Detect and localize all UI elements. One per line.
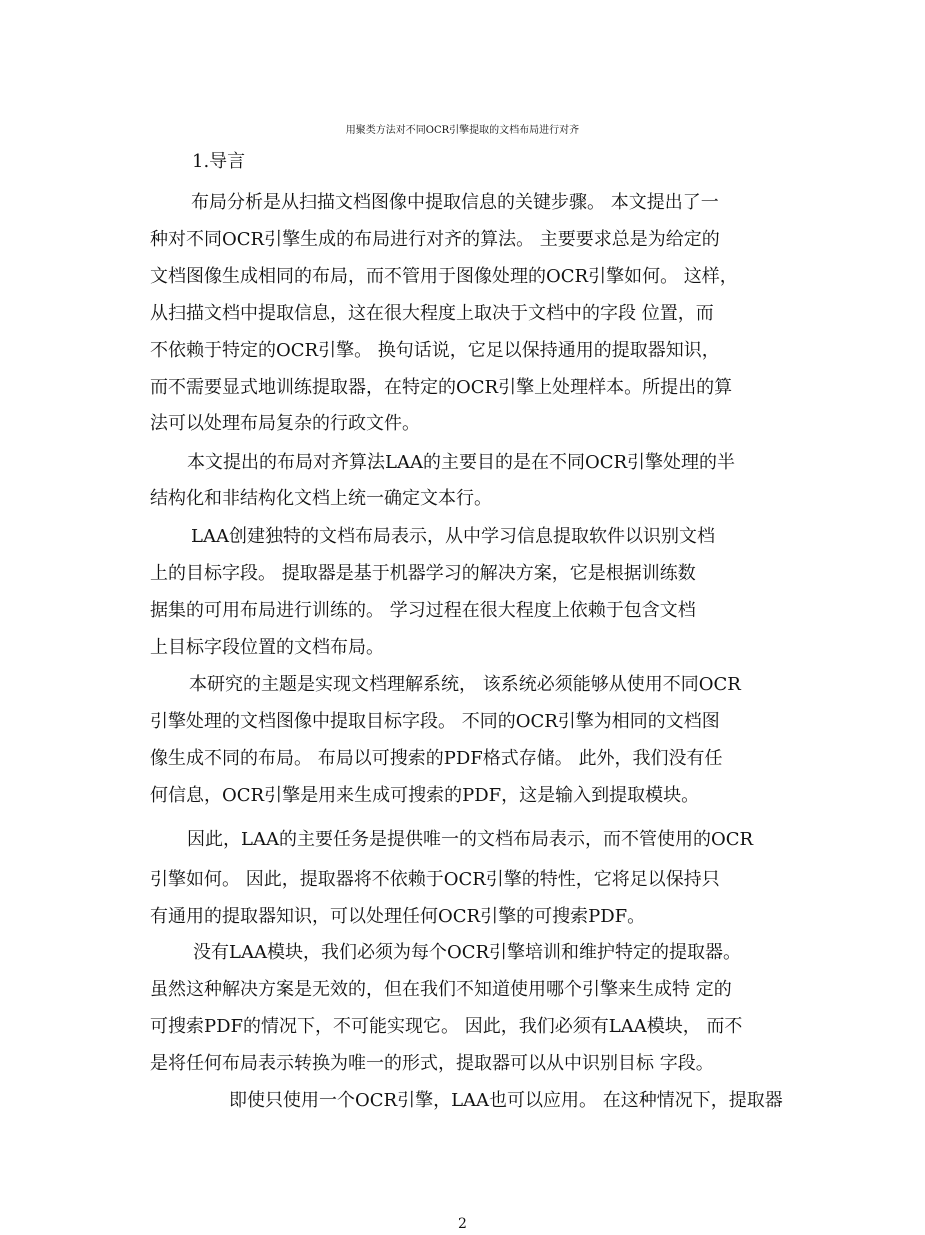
body-line: 因此，LAA的主要任务是提供唯一的文档布局表示，而不管使用的OCR	[187, 829, 754, 850]
body-line: 引擎如何。 因此，提取器将不依赖于OCR引擎的特性，它将足以保持只	[150, 869, 720, 890]
page-number: 2	[458, 1216, 467, 1232]
body-line: 文档图像生成相同的布局，而不管用于图像处理的OCR引擎如何。 这样，	[150, 266, 738, 287]
body-line: 而不需要显式地训练提取器，在特定的OCR引擎上处理样本。所提出的算	[150, 377, 733, 398]
body-line: 法可以处理布局复杂的行政文件。	[150, 413, 420, 434]
body-line: 上目标字段位置的文档布局。	[150, 637, 384, 658]
body-line: 是将任何布局表示转换为唯一的形式，提取器可以从中识别目标 字段。	[150, 1053, 714, 1074]
body-line: 有通用的提取器知识，可以处理任何OCR引擎的可搜索PDF。	[150, 906, 646, 927]
body-line: 据集的可用布局进行训练的。 学习过程在很大程度上依赖于包含文档	[150, 600, 696, 621]
body-line: 本研究的主题是实现文档理解系统， 该系统必须能够从使用不同OCR	[189, 674, 741, 695]
section-heading: 1.导言	[192, 151, 246, 172]
body-line: 布局分析是从扫描文档图像中提取信息的关键步骤。 本文提出了一	[191, 192, 719, 213]
body-line: 没有LAA模块，我们必须为每个OCR引擎培训和维护特定的提取器。	[193, 942, 742, 963]
body-line: 从扫描文档中提取信息，这在很大程度上取决于文档中的字段 位置，而	[150, 303, 714, 324]
body-line: 虽然这种解决方案是无效的，但在我们不知道使用哪个引擎来生成特 定的	[150, 979, 732, 1000]
body-line: 像生成不同的布局。 布局以可搜索的PDF格式存储。 此外，我们没有任	[150, 748, 723, 769]
document-title: 用聚类方法对不同OCR引擎提取的文档布局进行对齐	[345, 125, 580, 136]
body-line: 何信息，OCR引擎是用来生成可搜索的PDF，这是输入到提取模块。	[150, 785, 700, 806]
body-line: 结构化和非结构化文档上统一确定文本行。	[150, 488, 492, 509]
body-line: 上的目标字段。 提取器是基于机器学习的解决方案，它是根据训练数	[150, 563, 696, 584]
body-line: 即使只使用一个OCR引擎，LAA也可以应用。 在这种情况下，提取器	[229, 1090, 783, 1111]
body-line: 可搜索PDF的情况下，不可能实现它。 因此，我们必须有LAA模块， 而不	[150, 1016, 743, 1037]
body-line: LAA创建独特的文档布局表示，从中学习信息提取软件以识别文档	[191, 526, 715, 547]
body-line: 种对不同OCR引擎生成的布局进行对齐的算法。 主要要求总是为给定的	[150, 229, 720, 250]
body-line: 不依赖于特定的OCR引擎。 换句话说，它足以保持通用的提取器知识，	[150, 340, 720, 361]
body-line: 本文提出的布局对齐算法LAA的主要目的是在不同OCR引擎处理的半	[187, 452, 736, 473]
body-line: 引擎处理的文档图像中提取目标字段。 不同的OCR引擎为相同的文档图	[150, 711, 720, 732]
